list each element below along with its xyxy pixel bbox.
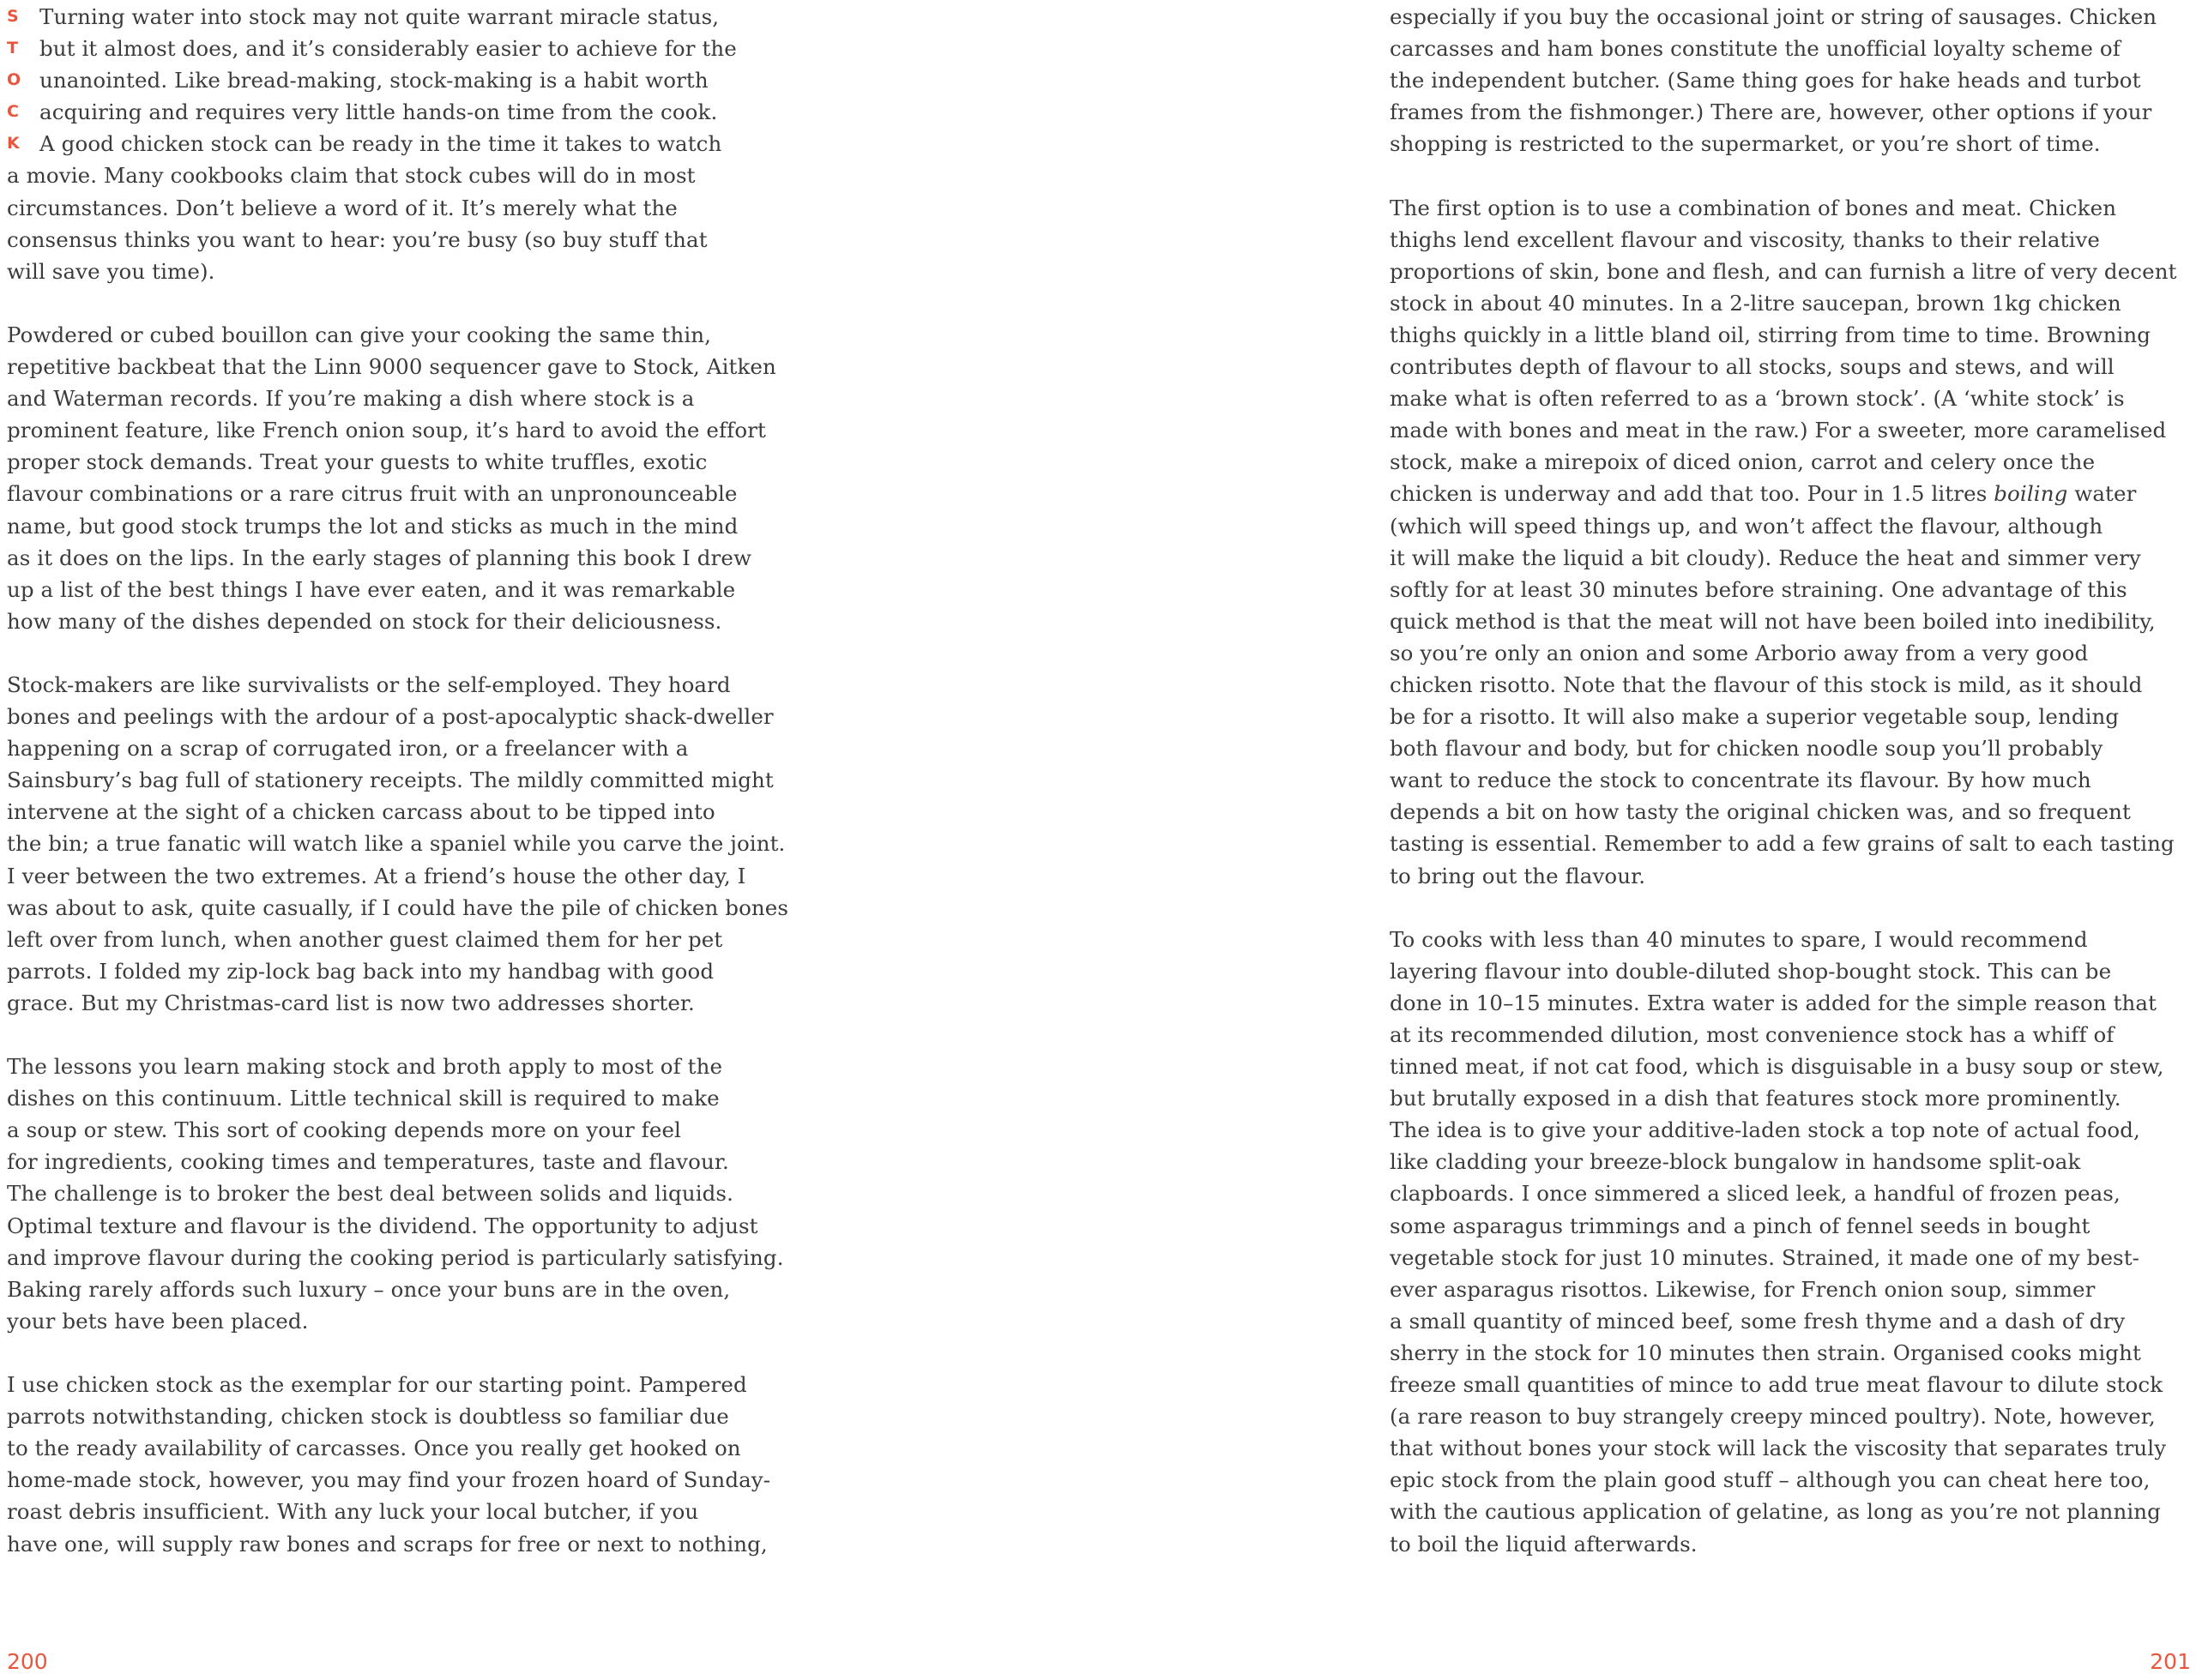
emphasis: boiling <box>1994 481 2068 507</box>
text-line <box>7 955 813 987</box>
line-text: parrots notwithstanding, chicken stock is doubtless so familiar due <box>7 1404 729 1430</box>
line-text: that without bones your stock will lack the viscosity that separates truly <box>1390 1436 2167 1461</box>
line-text: your bets have been placed. <box>7 1308 309 1334</box>
line-text: freeze small quantities of mince to add true meat flavour to dilute stock <box>1390 1372 2163 1398</box>
line-text: unanointed. Like bread-making, stock-making is a habit worth <box>39 68 709 93</box>
text-line <box>7 1210 813 1242</box>
line-text: Powdered or cubed bouillon can give your cooking the same thin, <box>7 322 712 347</box>
text-line <box>7 892 813 924</box>
text-line <box>1390 287 2196 319</box>
line-text: thighs quickly in a little bland oil, stirring from time to time. Browning <box>1390 322 2151 347</box>
line-text: name, but good stock trumps the lot and sticks as much in the mind <box>7 513 739 539</box>
line-text: the independent butcher. (Same thing goes for hake heads and turbot <box>1390 68 2141 93</box>
paragraph <box>7 319 813 637</box>
left-text-column <box>7 1 813 1592</box>
text-line <box>1390 64 2196 96</box>
text-line <box>1390 192 2196 224</box>
text-line <box>7 351 813 382</box>
text-line <box>7 1464 813 1496</box>
text-line <box>7 1274 813 1305</box>
text-line <box>7 701 813 732</box>
line-text: but it almost does, and it’s considerably easier to achieve for the <box>39 36 737 62</box>
line-text: but brutally exposed in a dish that features stock more prominently. <box>1390 1086 2121 1111</box>
line-text: stock, make a mirepoix of diced onion, carrot and celery once the <box>1390 449 2096 475</box>
line-text: and Waterman records. If you’re making a dish where stock is a <box>7 386 695 412</box>
line-text: depends a bit on how tasty the original chicken was, and so frequent <box>1390 799 2131 825</box>
line-text: home-made stock, however, you may find your frozen hoard of Sunday- <box>7 1467 771 1493</box>
line-text: chicken risotto. Note that the flavour of this stock is mild, as it should <box>1390 671 2143 697</box>
text-line <box>1390 1082 2196 1114</box>
line-text: left over from lunch, when another guest claimed them for her pet <box>7 926 723 952</box>
line-text: clapboards. I once simmered a sliced leek, a handful of frozen peas, <box>1390 1181 2121 1207</box>
text-line <box>1390 1432 2196 1464</box>
line-text: I use chicken stock as the exemplar for our starting point. Pampered <box>7 1372 747 1398</box>
line-text: so you’re only an onion and some Arborio away from a very good <box>1390 640 2089 665</box>
line-text: frames from the fishmonger.) There are, however, other options if your <box>1390 99 2152 125</box>
text-line <box>7 924 813 955</box>
text-line <box>1390 128 2196 160</box>
line-text: it will make the liquid a bit cloudy). Reduce the heat and simmer very <box>1390 545 2141 570</box>
line-text: The lessons you learn making stock and broth apply to most of the <box>7 1054 723 1080</box>
text-line <box>7 860 813 892</box>
text-line <box>1390 1496 2196 1527</box>
text-line <box>7 414 813 446</box>
text-line <box>7 1305 813 1337</box>
line-text: epic stock from the plain good stuff – although you can cheat here too, <box>1390 1467 2151 1493</box>
line-text: Sainsbury’s bag full of stationery receipts. The mildly committed might <box>7 768 774 793</box>
text-line <box>1390 1337 2196 1369</box>
text-line <box>1390 605 2196 637</box>
text-line <box>1390 1114 2196 1146</box>
line-text: prominent feature, like French onion soup, it’s hard to avoid the effort <box>7 418 766 443</box>
text-line <box>7 224 813 256</box>
text-line <box>1390 96 2196 128</box>
text-line <box>7 1400 813 1432</box>
text-line <box>7 128 813 160</box>
line-text: with the cautious application of gelatine, as long as you’re not planning <box>1390 1499 2161 1525</box>
text-line <box>1390 1177 2196 1209</box>
line-text: stock in about 40 minutes. In a 2-litre saucepan, brown 1kg chicken <box>1390 290 2121 316</box>
text-line <box>7 319 813 351</box>
line-text: To cooks with less than 40 minutes to spare, I would recommend <box>1390 926 2088 952</box>
paragraph <box>7 669 813 1019</box>
line-text: to the ready availability of carcasses. Once you really get hooked on <box>7 1436 741 1461</box>
text-line <box>7 33 813 64</box>
page-number-left: 200 <box>7 1649 48 1674</box>
paragraph <box>1390 1 2196 160</box>
text-line <box>7 796 813 828</box>
text-line <box>1390 256 2196 287</box>
line-text: (a rare reason to buy strangely creepy minced poultry). Note, however, <box>1390 1404 2156 1430</box>
line-text: as it does on the lips. In the early stages of planning this book I drew <box>7 545 752 570</box>
text-line <box>7 1114 813 1146</box>
paragraph <box>1390 924 2196 1560</box>
text-line <box>7 1 813 33</box>
line-text: made with bones and meat in the raw.) For a sweeter, more caramelised <box>1390 418 2167 443</box>
line-text: circumstances. Don’t believe a word of it. It’s merely what the <box>7 195 678 220</box>
page-number-right: 201 <box>2150 1649 2191 1674</box>
text-line <box>7 1242 813 1274</box>
text-line <box>7 987 813 1019</box>
line-text: like cladding your breeze-block bungalow in handsome split-oak <box>1390 1149 2081 1175</box>
text-line <box>1390 446 2196 478</box>
text-line <box>1390 701 2196 732</box>
text-line <box>1390 510 2196 542</box>
line-text: contributes depth of flavour to all stocks, soups and stews, and will <box>1390 354 2115 380</box>
text-line <box>1390 1369 2196 1400</box>
line-text: carcasses and ham bones constitute the unofficial loyalty scheme of <box>1390 36 2121 62</box>
line-text: grace. But my Christmas-card list is now two addresses shorter. <box>7 990 695 1015</box>
text-line <box>1390 1019 2196 1051</box>
text-line <box>7 1082 813 1114</box>
text-line <box>7 64 813 96</box>
text-line <box>7 160 813 191</box>
line-text: sherry in the stock for 10 minutes then strain. Organised cooks might <box>1390 1340 2141 1365</box>
line-text: how many of the dishes depended on stock for their deliciousness. <box>7 608 722 634</box>
line-text: roast debris insufficient. With any luck your local butcher, if you <box>7 1499 699 1525</box>
text-line <box>1390 33 2196 64</box>
text-line <box>7 192 813 224</box>
margin-letter: C <box>7 102 19 122</box>
line-text: ever asparagus risottos. Likewise, for French onion soup, simmer <box>1390 1276 2096 1302</box>
line-text: A good chicken stock can be ready in the time it takes to watch <box>39 131 722 157</box>
text-line <box>7 446 813 478</box>
line-text: have one, will supply raw bones and scraps for free or next to nothing, <box>7 1531 768 1557</box>
line-text: will save you time). <box>7 258 215 284</box>
text-line <box>7 1528 813 1560</box>
line-text: a soup or stew. This sort of cooking depends more on your feel <box>7 1117 681 1143</box>
text-line <box>7 1369 813 1400</box>
line-text: the bin; a true fanatic will watch like a spaniel while you carve the joint. <box>7 831 786 857</box>
text-line <box>1390 1210 2196 1242</box>
text-line <box>1390 669 2196 701</box>
margin-letter: K <box>7 134 20 154</box>
text-line <box>1390 1242 2196 1274</box>
text-line <box>1390 987 2196 1019</box>
margin-letter: T <box>7 39 18 58</box>
line-text: tinned meat, if not cat food, which is disguisable in a busy soup or stew, <box>1390 1054 2164 1080</box>
line-text: make what is often referred to as a ‘brown stock’. (A ‘white stock’ is <box>1390 386 2125 412</box>
text-line <box>7 510 813 542</box>
line-text: done in 10–15 minutes. Extra water is added for the simple reason that <box>1390 990 2157 1015</box>
text-line <box>1390 1051 2196 1082</box>
line-text: both flavour and body, but for chicken noodle soup you’ll probably <box>1390 736 2103 762</box>
paragraph <box>1390 192 2196 892</box>
line-text: I veer between the two extremes. At a friend’s house the other day, I <box>7 863 746 888</box>
text-line <box>1390 224 2196 256</box>
line-text: at its recommended dilution, most convenience stock has a whiff of <box>1390 1022 2115 1047</box>
text-line <box>1390 1146 2196 1177</box>
line-text: consensus thinks you want to hear: you’re busy (so buy stuff that <box>7 226 708 252</box>
text-line <box>7 605 813 637</box>
text-line <box>1390 860 2196 892</box>
right-text-column <box>1390 1 2196 1592</box>
text-line <box>7 1051 813 1082</box>
text-line <box>1390 382 2196 414</box>
line-text: Baking rarely affords such luxury – once your buns are in the oven, <box>7 1276 731 1302</box>
paragraph <box>7 1 813 287</box>
line-text: The idea is to give your additive-laden stock a top note of actual food, <box>1390 1117 2140 1143</box>
line-text: acquiring and requires very little hands-on time from the cook. <box>39 99 718 125</box>
line-text: The challenge is to broker the best deal between solids and liquids. <box>7 1181 733 1207</box>
line-text: happening on a scrap of corrugated iron, or a freelancer with a <box>7 736 689 762</box>
line-text: be for a risotto. It will also make a superior vegetable soup, lending <box>1390 704 2120 730</box>
line-text: Stock-makers are like survivalists or the self-employed. They hoard <box>7 671 731 697</box>
text-line <box>7 574 813 605</box>
line-text: layering flavour into double-diluted shop-bought stock. This can be <box>1390 958 2112 984</box>
text-line <box>1390 1274 2196 1305</box>
text-line <box>1390 924 2196 955</box>
line-text: intervene at the sight of a chicken carcass about to be tipped into <box>7 799 715 825</box>
text-line <box>7 1432 813 1464</box>
line-text: flavour combinations or a rare citrus fruit with an unpronounceable <box>7 481 738 507</box>
line-text: proportions of skin, bone and flesh, and can furnish a litre of very decent <box>1390 258 2177 284</box>
line-text: for ingredients, cooking times and temperatures, taste and flavour. <box>7 1149 729 1175</box>
text-line <box>7 1177 813 1209</box>
right-page <box>1098 0 2196 1680</box>
line-text: parrots. I folded my zip-lock bag back into my handbag with good <box>7 958 715 984</box>
text-line <box>1390 828 2196 859</box>
line-text: repetitive backbeat that the Linn 9000 sequencer gave to Stock, Aitken <box>7 354 776 380</box>
text-line <box>7 1146 813 1177</box>
line-text: some asparagus trimmings and a pinch of fennel seeds in bought <box>1390 1213 2090 1238</box>
text-line <box>1390 574 2196 605</box>
line-text: to bring out the flavour. <box>1390 863 1646 888</box>
text-line <box>7 1496 813 1527</box>
text-line <box>1390 1 2196 33</box>
line-text: and improve flavour during the cooking period is particularly satisfying. <box>7 1244 784 1270</box>
line-text: a movie. Many cookbooks claim that stock cubes will do in most <box>7 163 696 189</box>
text-line <box>1390 796 2196 828</box>
text-line <box>1390 732 2196 764</box>
text-line <box>1390 955 2196 987</box>
line-text: chicken is underway and add that too. Pour in 1.5 litres boiling water <box>1390 481 2137 507</box>
line-text: was about to ask, quite casually, if I could have the pile of chicken bones <box>7 894 789 920</box>
line-text: The first option is to use a combination of bones and meat. Chicken <box>1390 195 2117 220</box>
line-text: Optimal texture and flavour is the dividend. The opportunity to adjust <box>7 1213 758 1238</box>
text-line <box>1390 351 2196 382</box>
text-line <box>7 478 813 509</box>
line-text: especially if you buy the occasional joint or string of sausages. Chicken <box>1390 4 2157 29</box>
text-line <box>1390 478 2196 509</box>
line-text: vegetable stock for just 10 minutes. Strained, it made one of my best- <box>1390 1244 2140 1270</box>
text-line <box>7 542 813 574</box>
paragraph <box>7 1051 813 1337</box>
text-line <box>1390 1400 2196 1432</box>
margin-letter: S <box>7 7 19 26</box>
margin-letter: O <box>7 70 21 90</box>
line-text: want to reduce the stock to concentrate its flavour. By how much <box>1390 768 2091 793</box>
line-text: Turning water into stock may not quite warrant miracle status, <box>39 4 720 29</box>
line-text: dishes on this continuum. Little technical skill is required to make <box>7 1086 720 1111</box>
text-line <box>7 256 813 287</box>
text-line <box>7 382 813 414</box>
text-line <box>1390 1305 2196 1337</box>
line-text: shopping is restricted to the supermarket, or you’re short of time. <box>1390 131 2101 157</box>
text-line <box>7 96 813 128</box>
text-line <box>7 764 813 796</box>
line-text: to boil the liquid afterwards. <box>1390 1531 1698 1557</box>
text-line <box>1390 1464 2196 1496</box>
line-text: up a list of the best things I have ever eaten, and it was remarkable <box>7 576 736 602</box>
line-text: softly for at least 30 minutes before straining. One advantage of this <box>1390 576 2127 602</box>
text-line <box>1390 637 2196 669</box>
text-line <box>1390 414 2196 446</box>
line-text: tasting is essential. Remember to add a few grains of salt to each tasting <box>1390 831 2175 857</box>
text-line <box>7 669 813 701</box>
text-line <box>7 828 813 859</box>
line-text: quick method is that the meat will not have been boiled into inedibility, <box>1390 608 2156 634</box>
text-line <box>7 732 813 764</box>
line-text: a small quantity of minced beef, some fresh thyme and a dash of dry <box>1390 1308 2126 1334</box>
text-line <box>1390 319 2196 351</box>
line-text: thighs lend excellent flavour and viscosity, thanks to their relative <box>1390 226 2100 252</box>
text-line <box>1390 542 2196 574</box>
text-line <box>1390 764 2196 796</box>
text-line <box>1390 1528 2196 1560</box>
paragraph <box>7 1369 813 1560</box>
line-text: (which will speed things up, and won’t affect the flavour, although <box>1390 513 2103 539</box>
line-text: proper stock demands. Treat your guests to white truffles, exotic <box>7 449 708 475</box>
line-text: bones and peelings with the ardour of a post-apocalyptic shack-dweller <box>7 704 774 730</box>
